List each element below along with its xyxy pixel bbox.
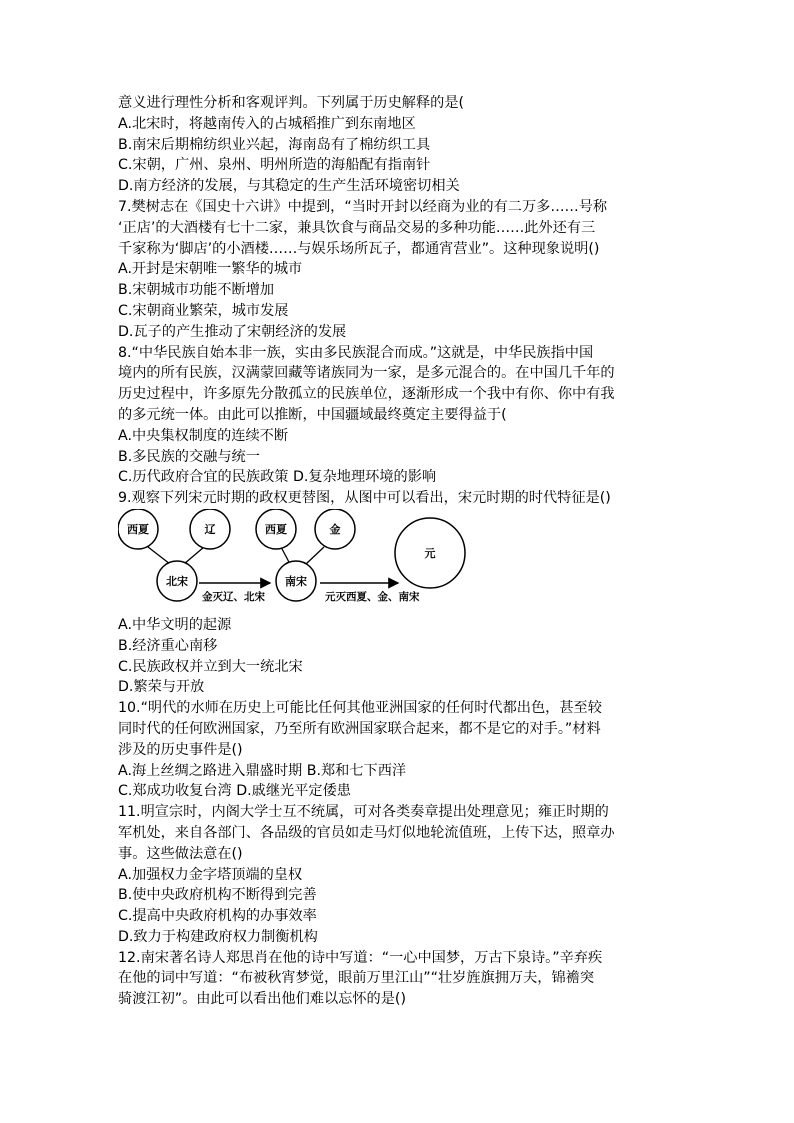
text-line: ‘正店’的大酒楼有七十二家，兼具饮食与商品交易的多种功能……此外还有三	[118, 219, 596, 236]
connector-xixia-beisong	[148, 547, 170, 564]
text-line: 意义进行理性分析和客观评判。下列属于历史解释的是(	[118, 95, 465, 111]
text-line: C.历代政府合宜的民族政策 D.复杂地理环境的影响	[118, 469, 437, 486]
text-line: B.经济重心南移	[118, 637, 218, 654]
song-yuan-regime-diagram	[118, 509, 678, 615]
text-line: 历史过程中，许多原先分散孤立的民族单位，逐渐形成一个我中有你、你中有我	[118, 386, 615, 403]
label-xixia-1: 西夏	[127, 522, 149, 536]
text-line: D.致力于构建政府权力制衡机构	[118, 928, 318, 945]
text-line: 8.“中华民族自始本非一族，实由多民族混合而成。”这就是，中华民族指中国	[118, 344, 594, 361]
text-line: A.中华文明的起源	[118, 616, 232, 633]
label-xixia-2: 西夏	[265, 522, 287, 536]
text-line: 涉及的历史事件是()	[118, 741, 243, 758]
text-line: 骑渡江初”。由此可以看出他们难以忘怀的是()	[118, 991, 406, 1008]
text-line: 的多元统一体。由此可以推断，中国疆域最终奠定主要得益于(	[118, 406, 507, 423]
connector-liao-beisong	[184, 547, 204, 564]
text-line: 境内的所有民族，汉满蒙回藏等诸族同为一家，是多元混合的。在中国几千年的	[118, 365, 615, 382]
text-line: A.加强权力金字塔顶端的皇权	[118, 866, 303, 883]
text-line: 同时代的任何欧洲国家，乃至所有欧洲国家联合起来，都不是它的对手。”材料	[118, 720, 601, 737]
connector-xixia-nansong	[281, 547, 290, 564]
connector-jin-nansong	[306, 547, 324, 564]
text-line: 事。这些做法意在()	[118, 845, 243, 862]
label-jin: 金	[329, 522, 341, 536]
text-line: B.南宋后期棉纺织业兴起，海南岛有了棉纺织工具	[118, 136, 431, 153]
text-line: A.开封是宋朝唯一繁华的城市	[118, 261, 303, 278]
arrow1-label: 金灭辽、北宋	[202, 590, 265, 603]
text-line: D.繁荣与开放	[118, 679, 205, 696]
label-beisong: 北宋	[166, 574, 188, 588]
text-line: 千家称为‘脚店’的小酒楼……与娱乐场所瓦子，都通宵营业”。这种现象说明()	[118, 240, 600, 257]
text-line: C.宋朝，广州、泉州、明州所造的海船配有指南针	[118, 157, 431, 174]
text-line: 军机处，来自各部门、各品级的官员如走马灯似地轮流值班，上传下达，照章办	[118, 824, 615, 841]
text-line: 7.樊树志在《国史十六讲》中提到，“当时开封以经商为业的有二万多……号称	[118, 198, 608, 215]
text-line: A.海上丝绸之路进入鼎盛时期 B.郑和七下西洋	[118, 762, 407, 779]
text-line: A.中央集权制度的连续不断	[118, 427, 289, 444]
text-line: C.宋朝商业繁荣，城市发展	[118, 302, 289, 319]
text-line: C.民族政权并立到大一统北宋	[118, 658, 303, 675]
text-line: B.多民族的交融与统一	[118, 448, 260, 465]
text-line: B.宋朝城市功能不断增加	[118, 282, 275, 299]
text-line: B.使中央政府机构不断得到完善	[118, 887, 317, 904]
text-line: D.瓦子的产生推动了宋朝经济的发展	[118, 323, 347, 340]
question-block-bottom	[118, 615, 678, 1010]
text-line: A.北宋时，将越南传入的占城稻推广到东南地区	[118, 115, 416, 132]
text-line: 9.观察下列宋元时期的政权更替图，从图中可以看出，宋元时期的时代特征是()	[118, 490, 611, 507]
text-line: D.南方经济的发展，与其稳定的生产生活环境密切相关	[118, 178, 460, 195]
text-line: 11.明宣宗时，内阁大学士互不统属，可对各类奏章提出处理意见；雍正时期的	[118, 804, 609, 821]
text-line: 在他的词中写道：“布被秋宵梦觉，眼前万里江山”“壮岁旌旗拥万夫，锦襜突	[118, 970, 595, 987]
label-liao: 辽	[204, 522, 216, 536]
text-line: 10.“明代的水师在历史上可能比任何其他亚洲国家的任何时代都出色，甚至较	[118, 700, 602, 717]
text-line: 12.南宋著名诗人郑思肖在他的诗中写道：“一心中国梦，万古下泉诗。”辛弃疾	[118, 949, 603, 966]
exam-page	[118, 93, 678, 1010]
label-yuan: 元	[424, 546, 436, 560]
text-line: C.郑成功收复台湾 D.戚继光平定倭患	[118, 783, 351, 800]
text-line: C.提高中央政府机构的办事效率	[118, 908, 317, 925]
arrow2-label: 元灭西夏、金、南宋	[325, 590, 420, 603]
question-block-top	[118, 93, 678, 509]
label-nansong: 南宋	[285, 574, 307, 588]
